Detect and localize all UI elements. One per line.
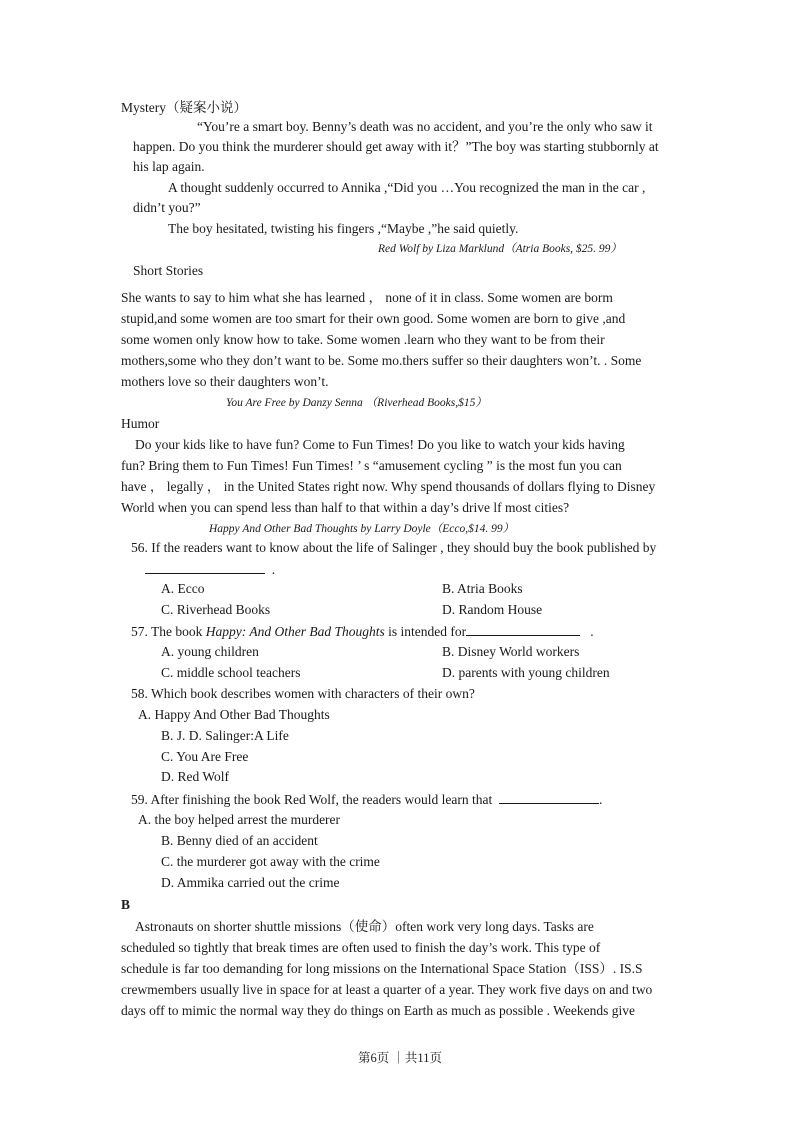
short-stories-line: mothers,some who they don’t want to be. Some mo.thers suffer so their daughters won’t. . Some [121, 353, 642, 368]
humor-heading: Humor [121, 416, 160, 431]
page-footer: 第6页 ｜共11页 [358, 1051, 442, 1065]
short-stories-citation: You Are Free by Danzy Senna （Riverhead Books,$15） [226, 397, 487, 409]
section-b-line: days off to mimic the normal way they do things on Earth as much as possible . Weekends give [121, 1003, 635, 1018]
question-57-book-title: Happy: And Other Bad Thoughts [205, 624, 385, 639]
question-58-option-b: B. J. D. Salinger:A Life [161, 728, 289, 743]
mystery-line: didn’t you?” [133, 200, 201, 215]
question-58-option-a: A. Happy And Other Bad Thoughts [138, 707, 330, 722]
question-58-option-d: D. Red Wolf [161, 769, 230, 784]
section-b-line: Astronauts on shorter shuttle missions（使命）often work very long days. Tasks are [135, 919, 594, 934]
question-end-mark: . [598, 792, 603, 807]
question-59-option-a: A. the boy helped arrest the murderer [138, 812, 341, 827]
question-57-option-b: B. Disney World workers [442, 644, 580, 659]
question-57-prefix: 57. The book [131, 624, 206, 639]
humor-line: fun? Bring them to Fun Times! Fun Times! ’ s “amusement cycling ” is the most fun you can [121, 458, 622, 473]
question-57-option-a: A. young children [161, 644, 259, 659]
section-b-line: schedule is far too demanding for long missions on the International Space Station（ISS）. IS.S [121, 961, 643, 976]
mystery-line: his lap again. [133, 159, 205, 174]
question-59-text: 59. After finishing the book Red Wolf, the readers would learn that [131, 792, 493, 807]
question-56-option-b: B. Atria Books [442, 581, 523, 596]
question-59-option-c: C. the murderer got away with the crime [161, 854, 380, 869]
short-stories-line: stupid,and some women are too smart for their own good. Some women are born to give ,and [121, 311, 626, 326]
short-stories-heading: Short Stories [133, 263, 204, 278]
question-59-stem [131, 789, 602, 810]
question-58-stem: 58. Which book describes women with characters of their own? [131, 686, 475, 701]
humor-citation: Happy And Other Bad Thoughts by Larry Doyle（Ecco,$14. 99） [209, 523, 515, 535]
question-59-option-d: D. Ammika carried out the crime [161, 875, 340, 890]
mystery-line: A thought suddenly occurred to Annika ,“Did you …You recognized the man in the car , [168, 180, 646, 195]
section-b-line: crewmembers usually live in space for at least a quarter of a year. They work five days on and two [121, 982, 653, 997]
question-56-blank-line [145, 559, 275, 580]
short-stories-line: She wants to say to him what she has learned ， none of it in class. Some women are borm [121, 290, 613, 305]
question-56-option-d: D. Random House [442, 602, 543, 617]
question-56-option-a: A. Ecco [161, 581, 205, 596]
question-57-suffix: is intended for [384, 624, 467, 639]
section-b-line: scheduled so tightly that break times are often used to finish the day’s work. This type of [121, 940, 601, 955]
short-stories-line: mothers love so their daughters won’t. [121, 374, 329, 389]
question-59-option-b: B. Benny died of an accident [161, 833, 318, 848]
short-stories-line: some women only know how to take. Some women .learn who they want to be from their [121, 332, 605, 347]
mystery-line: “You’re a smart boy. Benny’s death was no accident, and you’re the only who saw it [197, 119, 653, 134]
question-end-mark: . [590, 624, 594, 639]
section-b-label: B [121, 897, 131, 912]
question-56-stem: 56. If the readers want to know about the life of Salinger , they should buy the book published by [131, 540, 657, 555]
humor-line: have ， legally ， in the United States right now. Why spend thousands of dollars flying to Disney [121, 479, 656, 494]
answer-blank [145, 559, 265, 574]
question-57-option-d: D. parents with young children [442, 665, 610, 680]
answer-blank [499, 789, 599, 804]
humor-line: World when you can spend less than half to that within a day’s drive lf most cities? [121, 500, 570, 515]
answer-blank [466, 621, 580, 636]
humor-line: Do your kids like to have fun? Come to Fun Times! Do you like to watch your kids having [135, 437, 625, 452]
mystery-line: happen. Do you think the murderer should get away with it？”The boy was starting stubbornly at [133, 139, 659, 154]
question-56-option-c: C. Riverhead Books [161, 602, 271, 617]
question-57-stem [131, 621, 594, 642]
question-57-option-c: C. middle school teachers [161, 665, 301, 680]
question-58-option-c: C. You Are Free [161, 749, 249, 764]
mystery-line: The boy hesitated, twisting his fingers ,“Maybe ,”he said quietly. [168, 221, 519, 236]
question-end-mark: . [271, 562, 276, 577]
mystery-citation: Red Wolf by Liza Marklund（Atria Books, $25. 99） [378, 243, 622, 255]
mystery-heading: Mystery（疑案小说） [121, 100, 247, 115]
